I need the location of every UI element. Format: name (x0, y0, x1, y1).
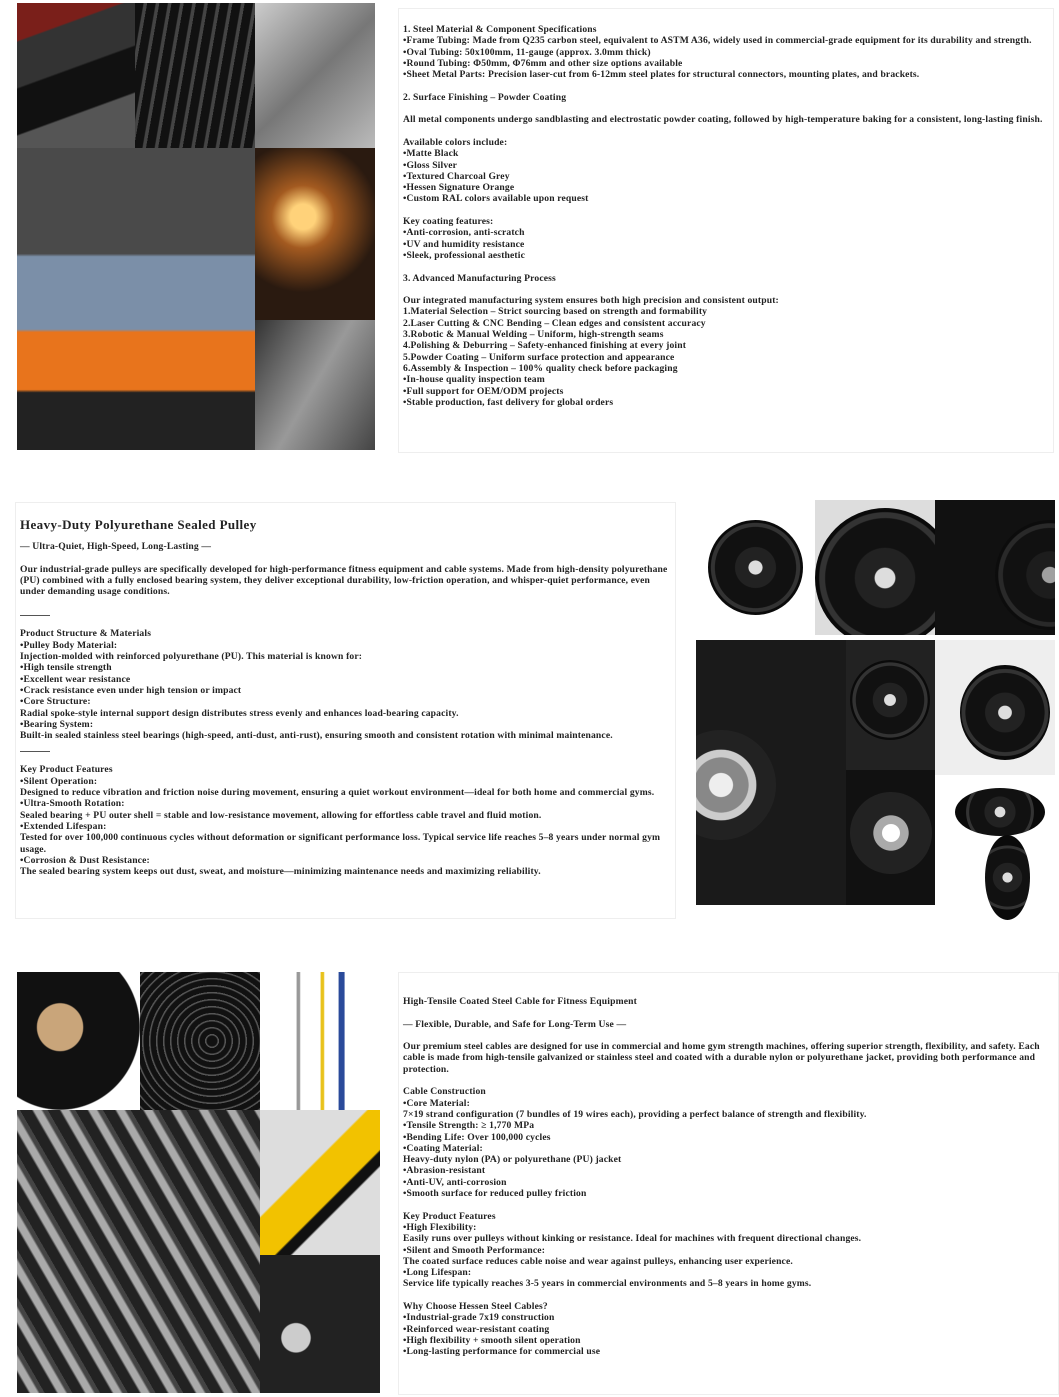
text-line: 5.Powder Coating – Uniform surface protection and appearance (403, 351, 675, 363)
text-line: 2.Laser Cutting & CNC Bending – Clean edges and consistent accuracy (403, 317, 706, 329)
text-line: 7×19 strand configuration (7 bundles of 19 wires each), providing a perfect balance of strength and flexibility. (403, 1108, 867, 1120)
spacer (403, 126, 1049, 137)
text-line: 4.Polishing & Deburring – Safety-enhanced finishing at every joint (403, 340, 687, 352)
text-line: •Ultra-Smooth Rotation: (20, 798, 125, 810)
text-line: Built-in sealed stainless steel bearings (high-speed, anti-dust, anti-rust), ensuring smooth and consistent rotation with minimal maintenance. (20, 730, 613, 742)
text-line: 2. Surface Finishing – Powder Coating (403, 91, 567, 103)
text-line: •Frame Tubing: Made from Q235 carbon steel, equivalent to ASTM A36, widely used in commercial-grade equipment for its durability and strength. (403, 35, 1032, 47)
welder-gloves-photo (255, 320, 375, 450)
divider (20, 751, 50, 752)
spacer (403, 205, 1049, 216)
cable-cross-section-photo (260, 1255, 380, 1393)
text-line: •Pulley Body Material: (20, 639, 118, 651)
text-line: •Gloss Silver (403, 159, 458, 171)
text-line: Our industrial-grade pulleys are specifically developed for high-performance fitness equipment and cable systems. Made from high-density polyurethane (PU) combined with a fully enclosed bearing system, they deliver exceptional durability, low-friction operation, and whisper-quiet performance, even under demanding usage conditions. (20, 563, 668, 598)
text-line: Easily runs over pulleys without kinking or resistance. Ideal for machines with frequent directional changes. (403, 1233, 862, 1245)
text-line: •Abrasion-resistant (403, 1165, 486, 1177)
steel-tubes-photo-3 (255, 3, 375, 148)
text-line: The coated surface reduces cable noise and wear against pulleys, enhancing user experience. (403, 1255, 793, 1267)
text-line: Designed to reduce vibration and friction noise during movement, ensuring a quiet workout environment—ideal for both home and commercial gyms. (20, 787, 655, 799)
text-line: •Coating Material: (403, 1142, 483, 1154)
text-line: — Ultra-Quiet, High-Speed, Long-Lasting — (20, 541, 212, 552)
spacer (403, 1007, 1054, 1018)
divider (20, 615, 50, 616)
spacer (403, 1075, 1054, 1086)
pulley-description-panel (15, 502, 676, 919)
text-line: Radial spoke-style internal support design distributes stress evenly and enhances load-bearing capacity. (20, 707, 459, 719)
spacer (403, 1290, 1054, 1301)
spacer (403, 284, 1049, 295)
text-line: •Anti-corrosion, anti-scratch (403, 227, 525, 239)
steel-specs-panel (398, 8, 1054, 453)
text-line: •Silent and Smooth Performance: (403, 1244, 546, 1256)
text-line: 3.Robotic & Manual Welding – Uniform, high-strength seams (403, 329, 664, 341)
text-line: Our premium steel cables are designed for use in commercial and home gym strength machines, offering superior strength, flexibility, and safety. Each cable is made from high-tensile galvanized or stainless steel and coated with a durable nylon or polyurethane jacket, providing both performance and protection. (403, 1041, 1040, 1075)
text-line: •Extended Lifespan: (20, 820, 107, 832)
text-line: •Hessen Signature Orange (403, 182, 515, 194)
pulley-bearing-closeup (696, 640, 846, 905)
text-line: Key Product Features (403, 1210, 496, 1222)
spacer (20, 552, 671, 563)
text-line: •Core Material: (403, 1097, 470, 1109)
spacer (403, 1199, 1054, 1210)
text-line: •Bearing System: (20, 718, 94, 730)
pulley-title: Heavy-Duty Polyurethane Sealed Pulley (20, 517, 257, 532)
text-line: •Industrial-grade 7x19 construction (403, 1312, 555, 1324)
spacer (403, 261, 1049, 272)
text-line: •Excellent wear resistance (20, 673, 131, 685)
spacer (403, 1030, 1054, 1041)
text-line: •Reinforced wear-resistant coating (403, 1323, 550, 1335)
text-line: Heavy-duty nylon (PA) or polyurethane (PU) jacket (403, 1154, 622, 1166)
text-line: •Tensile Strength: ≥ 1,770 MPa (403, 1120, 535, 1132)
steel-tubes-photo-2 (135, 3, 255, 148)
text-line: Available colors include: (403, 136, 508, 148)
text-line: •Bending Life: Over 100,000 cycles (403, 1131, 551, 1143)
text-line: •Custom RAL colors available upon request (403, 193, 589, 205)
text-line: All metal components undergo sandblasting and electrostatic powder coating, followed by high-temperature baking for a consistent, long-lasting finish. (403, 114, 1043, 126)
steel-tubes-photo-1 (17, 3, 135, 148)
text-line: •High flexibility + smooth silent operation (403, 1334, 581, 1346)
yellow-cable-photo (260, 1110, 380, 1255)
spacer (403, 80, 1049, 91)
text-line: Why Choose Hessen Steel Cables? (403, 1301, 548, 1313)
text-line: Service life typically reaches 3-5 years in commercial environments and 5–8 years in home gyms. (403, 1278, 812, 1290)
text-line: •In-house quality inspection team (403, 374, 545, 386)
text-line: •Silent Operation: (20, 775, 98, 787)
text-line: 1.Material Selection – Strict sourcing based on strength and formability (403, 306, 708, 318)
text-line: •Sheet Metal Parts: Precision laser-cut from 6-12mm steel plates for structural connectors, mounting plates, and brackets. (403, 69, 920, 81)
text-line: •Smooth surface for reduced pulley friction (403, 1188, 587, 1200)
text-line: Tested for over 100,000 continuous cycles without deformation or significant performance loss. Typical service life reaches 5–8 years under normal gym usage. (20, 832, 661, 855)
text-line: •Oval Tubing: 50x100mm, 11-gauge (approx. 3.0mm thick) (403, 46, 651, 58)
cable-description-panel (398, 972, 1059, 1395)
pulley-photo-3 (935, 500, 1055, 635)
welding-workers-photo (17, 148, 255, 450)
pulley-photo-5 (846, 770, 935, 905)
text-line: Cable Construction (403, 1086, 486, 1098)
text-line: •UV and humidity resistance (403, 238, 525, 250)
text-line: Our integrated manufacturing system ensures both high precision and consistent output: (403, 295, 779, 307)
pulley-photo-1 (696, 500, 815, 635)
text-line: •Anti-UV, anti-corrosion (403, 1176, 507, 1188)
text-line: •Long Lifespan: (403, 1267, 472, 1279)
text-line: •Sleek, professional aesthetic (403, 249, 525, 261)
pulley-photo-2 (815, 500, 935, 635)
text-line: Key coating features: (403, 216, 494, 228)
text-line: •Crack resistance even under high tension or impact (20, 684, 242, 696)
text-line: •Textured Charcoal Grey (403, 170, 510, 182)
text-line: •Long-lasting performance for commercial use (403, 1346, 601, 1358)
text-line: •High tensile strength (20, 662, 112, 674)
text-line: 6.Assembly & Inspection – 100% quality check before packaging (403, 362, 678, 374)
text-line: Product Structure & Materials (20, 628, 152, 640)
text-line: •Stable production, fast delivery for global orders (403, 396, 614, 408)
text-line: 3. Advanced Manufacturing Process (403, 272, 556, 284)
spacer (403, 103, 1049, 114)
text-line: Key Product Features (20, 764, 113, 776)
text-line: Injection-molded with reinforced polyurethane (PU). This material is known for: (20, 651, 363, 663)
cable-ends-photo (260, 972, 380, 1110)
black-cable-coil-photo (140, 972, 260, 1110)
text-line: •Corrosion & Dust Resistance: (20, 854, 150, 866)
pulley-photo-6 (935, 640, 1055, 775)
text-line: High-Tensile Coated Steel Cable for Fitness Equipment (403, 996, 637, 1007)
text-line: •Round Tubing: Φ50mm, Φ76mm and other size options available (403, 57, 683, 69)
text-line: — Flexible, Durable, and Safe for Long-Term Use — (403, 1018, 627, 1030)
text-line: •Matte Black (403, 148, 459, 160)
text-line: 1. Steel Material & Component Specifications (403, 24, 597, 35)
text-line: Sealed bearing + PU outer shell = stable and low-resistance movement, allowing for effortless cable travel and fluid motion. (20, 809, 542, 821)
text-line: The sealed bearing system keeps out dust, sweat, and moisture—minimizing maintenance needs and maximizing reliability. (20, 866, 541, 878)
pulley-photo-7 (935, 780, 1055, 920)
text-line: •Core Structure: (20, 696, 91, 708)
steel-rope-closeup-photo (17, 1110, 260, 1393)
text-line: •Full support for OEM/ODM projects (403, 385, 564, 397)
text-line: •High Flexibility: (403, 1221, 477, 1233)
welding-sparks-photo (255, 148, 375, 320)
cable-spool-photo (17, 972, 140, 1110)
pulley-photo-4 (846, 640, 935, 770)
